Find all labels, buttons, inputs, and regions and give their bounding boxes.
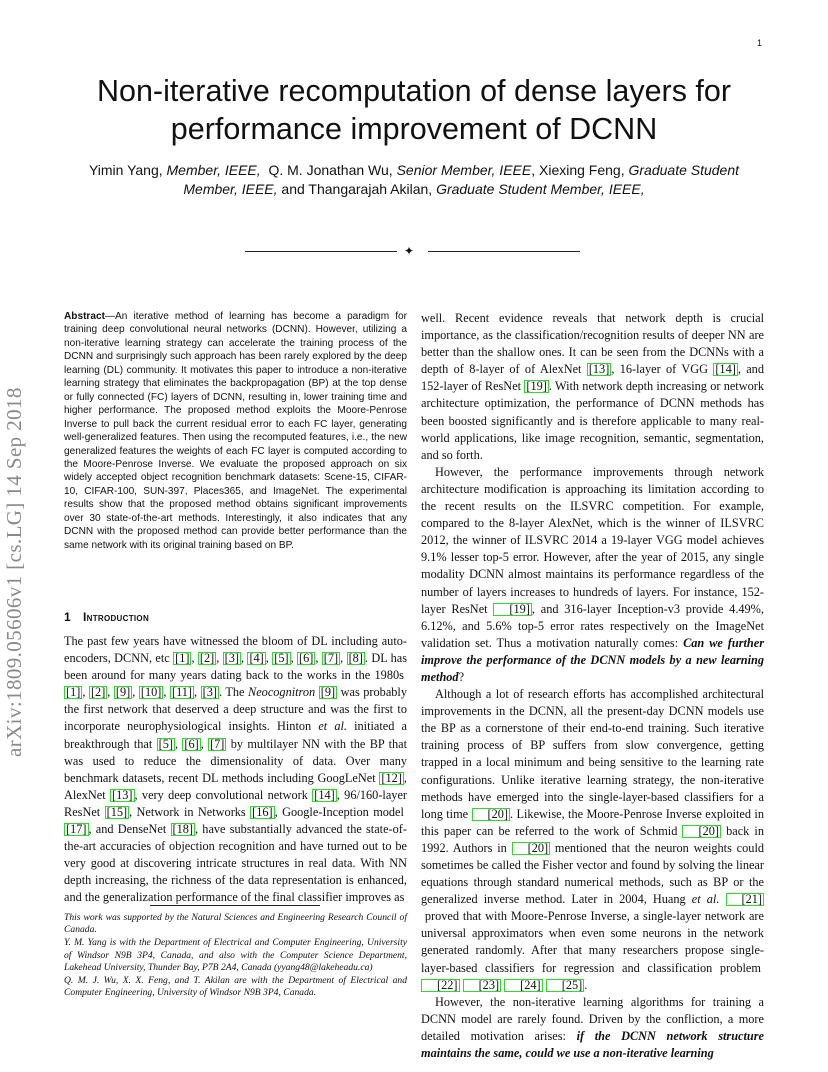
section-number: 1 [64,610,71,624]
citation-link[interactable]: [21] [726,893,765,906]
body-text-emphasis: et al. [318,719,347,734]
separator-rule [428,251,580,252]
author-list [60,161,768,199]
citation-link[interactable]: [9] [115,685,131,700]
paragraph [421,464,764,686]
body-text: , Google-Inception model [274,804,404,819]
page-number: 1 [757,38,763,48]
body-text: , and 152-layer of ResNet [421,362,764,394]
separator-diamond-icon: ✦ [404,244,415,258]
introduction-body-left: The past few years have witnessed the bloom of DL including auto-encoders, DCNN, etc [1] , [2] , [3] , [4] , [5] , [6] , [7] , [8] . DL has been around for many years dating back to the works in the 1980s [1] , [2] , [9] , [10] , [11] , [3] . The Neocognitron [9] was probably the first network that deserved a deep structure and was the first to incorporate neurophysiological insights. Hinton et al. initiated a breakthrough that [5] , [6] , [7] by multilayer NN with the BP that was used to reduce the dimensionality of data. Over many benchmark datasets, recent DL methods including GoogLeNet [12] , AlexNet [13] , very deep convolutional network [14] , 96/160-layer ResNet [15] , Network in Networks [16] , Google-Inception model [17] , and DenseNet [18] , have substantially advanced the state-of-the-art accuracies of objection recognition and have turned out to be very good at discovering intricate structures in real data. With NN depth increasing, the richness of the data representation is enhanced, and the generalization performance of the final classifier improves as [64,634,408,905]
citation-link[interactable]: [22] [421,979,460,992]
citation-link[interactable]: [4] [249,651,264,666]
arxiv-identifier-stamp: arXiv:1809.05606v1 [cs.LG] 14 Sep 2018 [2,387,26,757]
citation-link[interactable]: [10] [140,685,162,700]
section-heading [64,610,149,624]
body-text: mentioned that the neuron weights could sometimes be called the Fisher vector and found by solving the linear equations through standard numerical methods, such as BP or the generalized inverse method. Later in 2004, Huang [421,840,765,907]
body-text: . DL has been around for many years dating back to the works in the 1980s [64,651,408,683]
body-text: . The [218,685,245,700]
footnotes [64,912,407,1000]
paragraph [421,994,764,1062]
highlighted-question: if the DCNN network structure maintains the same, could we use a non-iterative learning [421,1028,764,1061]
footnote-affiliation: Q. M. J. Wu, X. X. Feng, and T. Akilan are with the Department of Electrical and Computer Engineering, University of Windsor N9B 3P4, Canada. [64,975,407,999]
citation-link[interactable]: [6] [184,736,199,751]
citation-link[interactable]: [14] [314,787,335,802]
section-title: Introduction [82,610,150,624]
body-text: , very deep convolutional network [134,787,308,802]
body-text: ? [458,669,465,684]
abstract [64,310,407,552]
citation-link[interactable]: [20] [512,842,551,855]
citation-link[interactable]: [19] [526,379,547,394]
citation-link[interactable]: [7] [210,736,225,751]
body-text: by multilayer NN with the BP that was used to reduce the dimensionality of data. Over many benchmark datasets, recent DL methods including GoogLeNet [64,736,408,785]
body-text: . With network depth increasing or network architecture optimization, the performance of DCNN methods has been boosted significantly and is therefore applicable to many real-world applications, like image recognition, semantic, segmentation, and so forth. [421,379,764,462]
body-text: , 96/160-layer ResNet [64,787,408,819]
footnote-funding: This work was supported by the Natural Sciences and Engineering Research Council of Canada. [64,912,407,936]
body-text: back in 1992. Authors in [421,823,765,855]
abstract-label: Abstract [64,311,105,322]
citation-link[interactable]: [18] [172,822,193,837]
body-text: , 16-layer of VGG [611,362,708,377]
author-name: and Thangarajah Akilan, [281,181,433,197]
body-text: was probably the first network that deserved a deep structure and was the first to incorporate neurophysiological insights. Hinton [64,685,407,734]
body-text: The past few years have witnessed the bloom of DL including auto-encoders, DCNN, etc [64,634,407,666]
body-text-emphasis: et al. [691,892,720,907]
paragraph: Although a lot of research efforts has accomplished architectural improvements in the DCNN, all the present-day DCNN models use the BP as a cornerstone of their end-to-end training. Such iterative training process of BP suffers from slow convergence, getting trapped in a local minimum and being sensitive to the learning rate configurations. Unlike iterative learning strategy, the non-iterative methods have emerged into the single-layer-based classifiers for a long time [20] . Likewise, the Moore-Penrose Inverse exploited in this paper can be referred to the work of Schmid [20] back in 1992. Authors in [20] mentioned that the neuron weights could sometimes be called the Fisher vector and found by solving the linear equations through standard numerical methods, such as BP or the generalized inverse method. Later in 2004, Huang et al. [21] proved that with Moore-Penrose Inverse, a single-layer network are universal approximators when even some neurons in the network generated randomly. After that many researchers propose single-layer-based classifiers for regression and classification problem [22] [23] [24] [25] . [421,687,765,992]
citation-link[interactable]: [24] [504,979,543,992]
author-affiliation: Senior Member, IEEE [396,162,532,178]
separator-rule [245,251,397,252]
body-text: initiated a breakthrough that [64,719,408,751]
citation-link[interactable]: [20] [472,808,511,821]
body-text: However, the performance improvements through network architecture modification is approaching its limitation according to the recent results on the ILSVRC competition. For example, compared to the 8-layer AlexNet, which is the winner of ILSVRC 2012, the winner of ILSVRC 2014 a 19-layer VGG model achieves 9.1% lesser top-5 error. However, after the year of 2015, any single modality DCNN almost maintains its performance regardless of the number of layers increases to hundreds of layers. For instance, 152-layer ResNet [421,464,764,616]
author-name: , Xiexing Feng, [531,162,625,178]
citation-link[interactable]: [15] [106,804,128,819]
author-name: Yimin Yang, [88,162,163,178]
citation-link[interactable]: [7] [323,651,339,666]
body-text: . Likewise, the Moore-Penrose Inverse exploited in this paper can be referred to the work of Schmid [421,806,765,838]
body-text: However, the non-iterative learning algorithms for training a DCNN model are rarely found. Driven by the confliction, a more detailed motivation arises: [421,994,764,1043]
highlighted-question: Can we further improve the performance of the DCNN models by a new learning method [421,635,765,684]
citation-link[interactable]: [5] [274,651,289,666]
citation-link[interactable]: [1] [175,651,190,666]
paper-title: Non-iterative recomputation of dense layers for performance improvement of DCNN [96,74,732,146]
citation-link[interactable]: [13] [588,362,610,377]
footnote-rule [150,905,320,906]
citation-link[interactable]: [1] [66,685,81,700]
citation-link[interactable]: [3] [202,685,217,700]
citation-link[interactable]: [11] [171,685,192,700]
citation-link[interactable]: [8] [348,651,363,666]
abstract-text: —An iterative method of learning has become a paradigm for training deep convolutional neural networks (DCNN). However, utilizing a non-iterative learning strategy can accelerate the training process of the DCNN and surprisingly such approach has been rarely explored by the deep learning (DL) community. It motivates this paper to introduce a non-iterative learning strategy that eliminates the backpropagation (BP) at the top dense or fully connected (FC) layers of DCNN, resulting in, lower training time and higher performance. The proposed method exploits the Moore-Penrose Inverse to pull back the current residual error to each FC layer, generating well-generalized features. Then using the recomputed features, i.e., the new generalized features the weights of each FC layer is computed according to the Moore-Penrose Inverse. We evaluate the proposed approach on six widely accepted object recognition benchmark datasets: Scene-15, CIFAR-10, CIFAR-100, SUN-397, Places365, and ImageNet. The experimental results show that the proposed method obtains significant improvements over 30 state-of-the-art methods. Interestingly, it also indicates that any DCNN with the proposed method can provide better performance than the same network with its original training based on BP. [64,311,407,551]
introduction-body-right [421,310,764,1062]
body-text: , have substantially advanced the state-of-the-art accuracies of objection recognition and have turned out to be very good at discovering intricate structures in real data. With NN depth increasing, the richness of the data representation is enhanced, and the generalization performance of the final classifier improves as [64,822,407,905]
citation-link[interactable]: [14] [715,362,736,377]
citation-link[interactable]: [2] [199,651,215,666]
author-affiliation: Graduate Student Member, IEEE, [436,181,645,197]
citation-link[interactable]: [25] [546,979,585,992]
citation-link[interactable]: [3] [224,651,239,666]
citation-link[interactable]: [17] [66,822,87,837]
citation-link[interactable]: [5] [158,736,173,751]
footnote-affiliation: Y. M. Yang is with the Department of Electrical and Computer Engineering, University of Windsor N9B 3P4, Canada, and also with the Computer Science Department, Lakehead University, Thunder Bay, P7B 2A4, Canada (yyang48@lakeheadu.ca) [64,937,407,973]
citation-link[interactable]: [12] [381,770,402,785]
citation-link[interactable]: [20] [682,825,721,838]
body-text: , Network in Networks [129,804,246,819]
citation-link[interactable]: [16] [252,804,273,819]
citation-link[interactable]: [9] [320,685,336,700]
body-text: , AlexNet [64,770,407,802]
body-text: well. Recent evidence reveals that network depth is crucial importance, as the classification/recognition results of deeper NN are better than the shallow ones. It can be seen from the DCNNs with a depth of 8-layer of of AlexNet [421,311,764,377]
paragraph [421,310,764,464]
body-text: proved that with Moore-Penrose Inverse, a single-layer network are universal approximators when even some neurons in the network generated randomly. After that many researchers propose single-layer-based classifiers for regression and classification problem [421,909,764,975]
author-affiliation: Graduate Student Member, IEEE, [183,162,740,197]
citation-link[interactable]: [13] [112,787,133,802]
citation-link[interactable]: [6] [299,651,314,666]
author-affiliation: Member, IEEE, [166,162,261,178]
citation-link[interactable]: [19] [493,603,532,616]
body-text-emphasis: Neocognitron [248,685,316,700]
body-text: , and 316-layer Inception-v3 provide 4.49%, 6.12%, and 5.6% top-5 error rates respectively on the ImageNet validation set. Thus a motivation naturally comes: [421,601,765,650]
author-name: Q. M. Jonathan Wu, [268,162,393,178]
body-text: , and DenseNet [88,822,167,837]
citation-link[interactable]: [2] [90,685,106,700]
body-text: Although a lot of research efforts has accomplished architectural improvements in the DCNN, all the present-day DCNN models use the BP as a cornerstone of their end-to-end training. Such iterative training process of BP suffers from slow convergence, getting trapped in a local minimum and being sensitive to the learning rate configurations. Unlike iterative learning strategy, the non-iterative methods have emerged into the single-layer-based classifiers for a long time [421,687,764,821]
citation-link[interactable]: [23] [463,979,502,992]
